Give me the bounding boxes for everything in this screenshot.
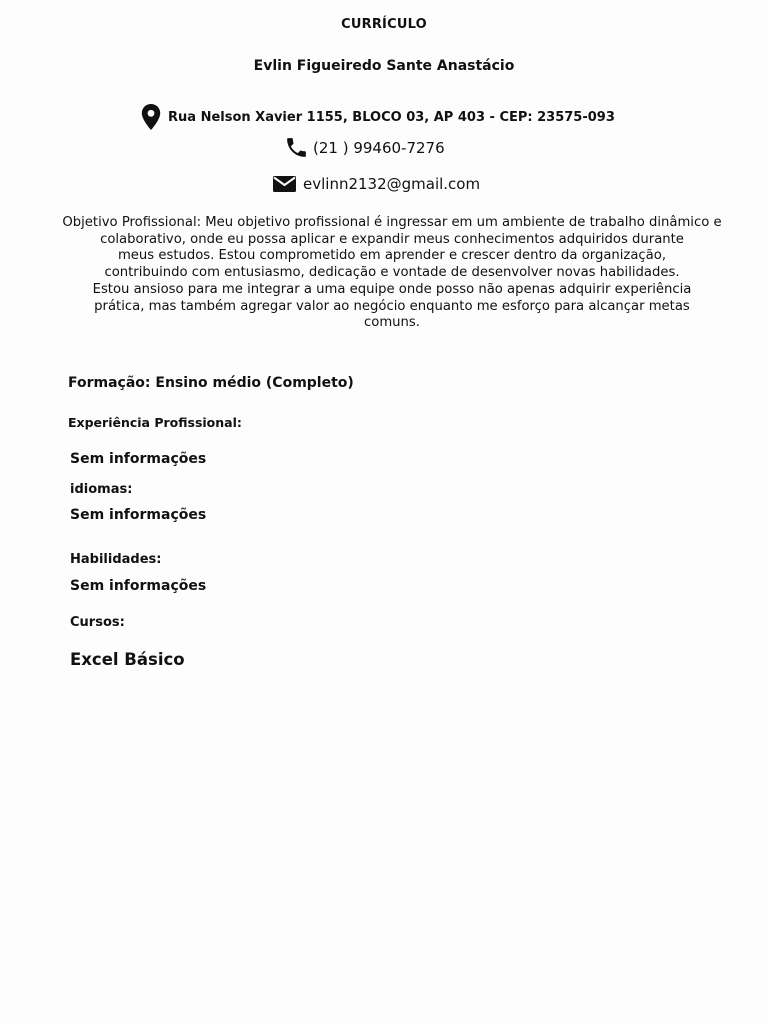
languages-value: Sem informações (70, 507, 207, 523)
objective-line: contribuindo com entusiasmo, dedicação e vontade de desenvolver novas habilidades. (104, 265, 680, 281)
candidate-name: Evlin Figueiredo Sante Anastácio (253, 58, 515, 74)
objective-line: Estou ansioso para me integrar a uma equipe onde posso não apenas adquirir experiência (92, 281, 692, 297)
phone-text: (21 ) 99460-7276 (313, 138, 445, 157)
education-heading: Formação: Ensino médio (Completo) (68, 375, 354, 391)
courses-value: Excel Básico (70, 650, 185, 669)
phone-row (284, 135, 445, 160)
email-row (272, 174, 480, 194)
objective-line: comuns. (364, 315, 420, 331)
objective-paragraph (34, 215, 750, 332)
experience-heading: Experiência Profissional: (68, 415, 242, 430)
skills-heading: Habilidades: (70, 552, 162, 567)
languages-heading: idiomas: (70, 482, 133, 497)
email-text: evlinn2132@gmail.com (303, 175, 481, 193)
skills-value: Sem informações (70, 578, 207, 594)
objective-line: Objetivo Profissional: Meu objetivo profissional é ingressar em um ambiente de trabalho dinâmico e (62, 215, 722, 230)
location-pin-icon (141, 104, 161, 130)
objective-line: colaborativo, onde eu possa aplicar e expandir meus conhecimentos adquiridos durante (100, 231, 684, 247)
objective-line: prática, mas também agregar valor ao negócio enquanto me esforço para alcançar metas (94, 298, 690, 314)
phone-icon (284, 135, 309, 160)
courses-heading: Cursos: (70, 615, 125, 630)
address-row (141, 104, 615, 130)
address-text: Rua Nelson Xavier 1155, BLOCO 03, AP 403 - CEP: 23575-093 (168, 109, 615, 125)
experience-value: Sem informações (70, 451, 207, 467)
document-title: CURRÍCULO (341, 17, 427, 32)
mail-icon (272, 174, 297, 194)
objective-line: meus estudos. Estou comprometido em aprender e crescer dentro da organização, (117, 248, 667, 264)
